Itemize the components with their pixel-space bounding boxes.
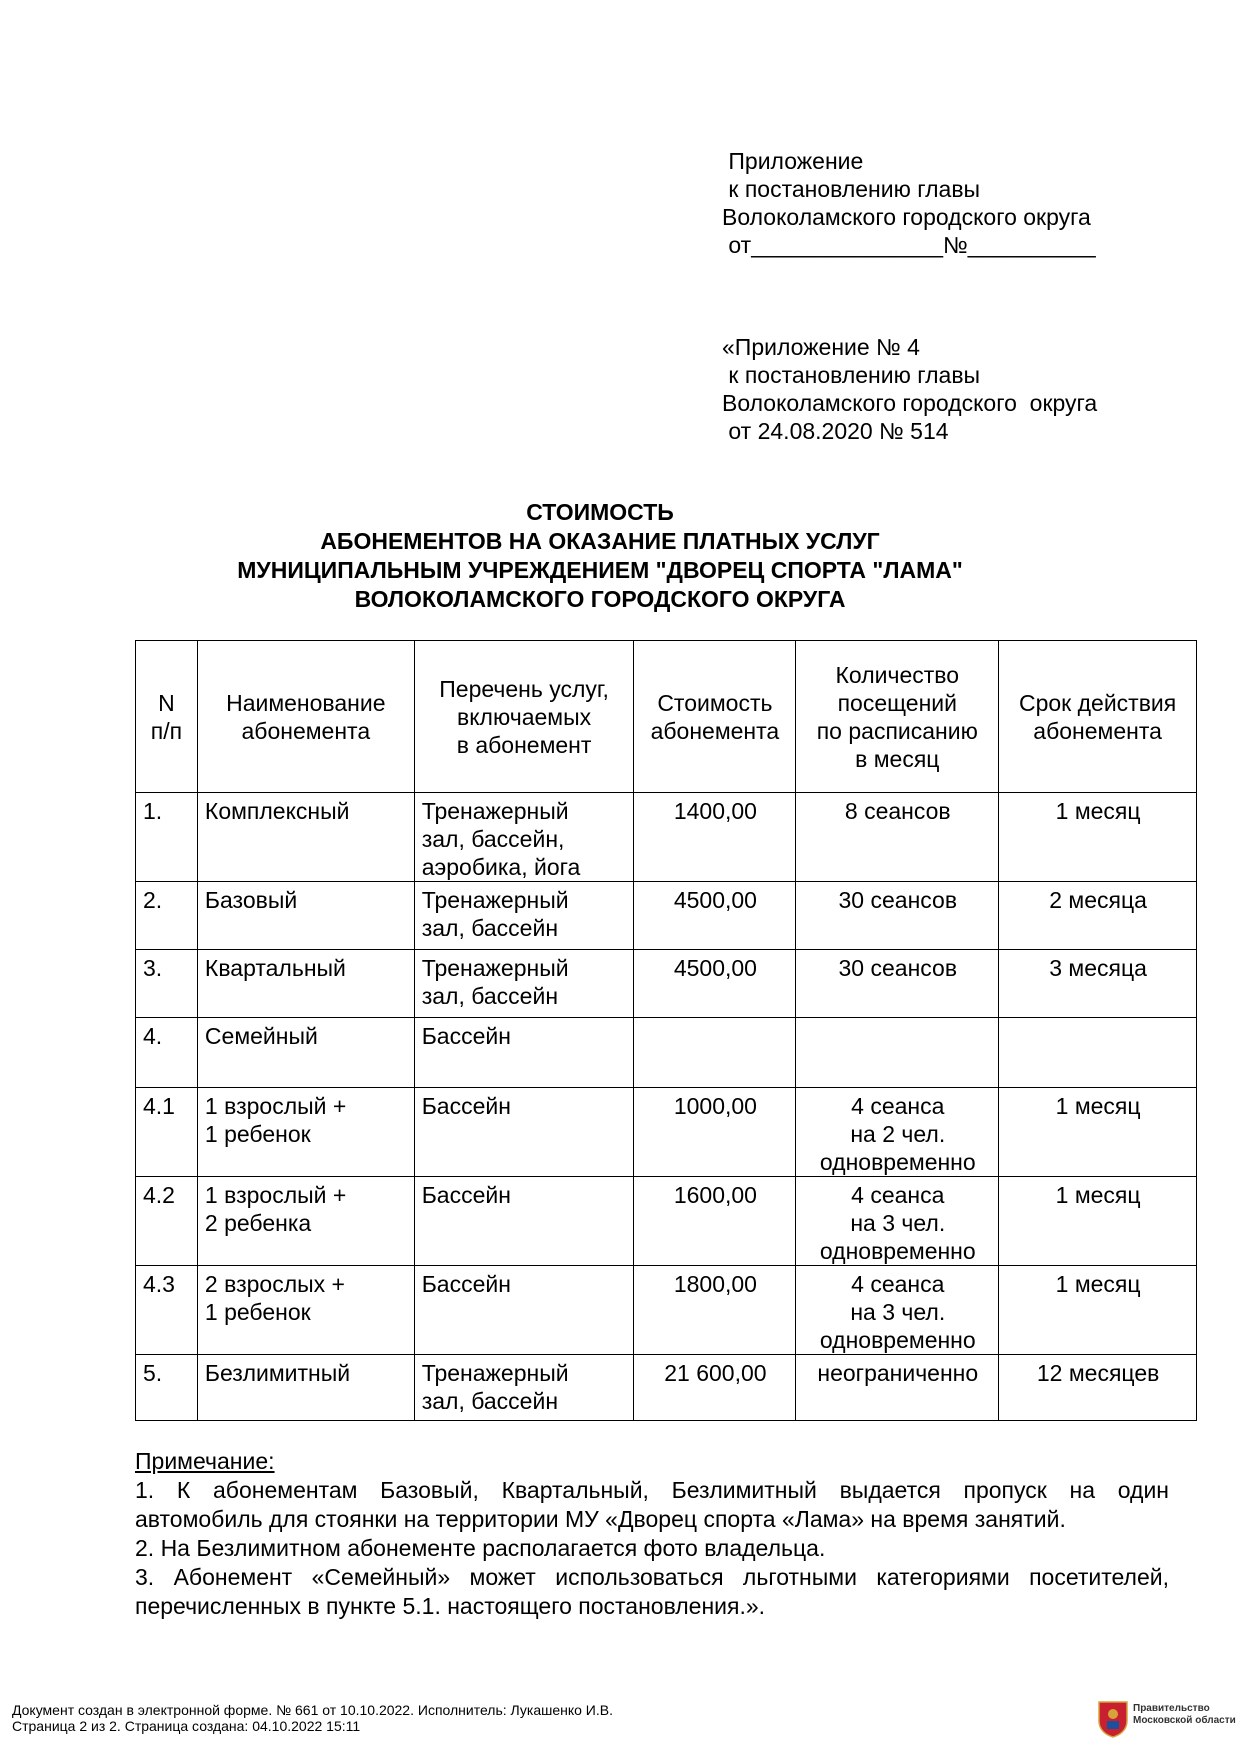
cell-name [197,1088,414,1177]
cell-visits [796,793,999,882]
header-visits-line: Количество [835,661,960,688]
cell-visits-line: на 2 чел. [850,1121,946,1147]
header-name [197,641,414,793]
cell-number: 4.2 [136,1177,198,1266]
government-logo-text [1133,1703,1236,1727]
header-visits-line: посещений [837,689,957,716]
header-services [414,641,634,793]
cell-term [999,1018,1197,1088]
note-line: 1. К абонементам Базовый, Квартальный, Безлимитный выдается пропуск на один [135,1477,1169,1503]
cell-services [414,1088,634,1177]
cell-name-line: Квартальный [204,955,346,981]
note-line: автомобиль для стоянки на территории МУ «Дворец спорта «Лама» на время занятий. [135,1506,1066,1532]
header-price-line: абонемента [650,717,780,744]
cell-visits-line: одновременно [819,1149,976,1175]
cell-number: 4. [136,1018,198,1088]
cell-price: 21 600,00 [634,1355,796,1421]
table-row [136,950,1197,1018]
appendix-4-line: к постановлению главы [722,362,981,388]
cell-name [197,950,414,1018]
header-visits-line: в месяц [855,745,940,772]
cell-services [414,950,634,1018]
cell-visits-line: одновременно [819,1238,976,1264]
coat-of-arms-icon [1096,1699,1130,1739]
cell-visits-line: одновременно [819,1327,976,1353]
appendix-4-line: Волоколамского городского округа [722,390,1098,416]
cell-term: 1 месяц [999,1177,1197,1266]
table-row [136,1177,1197,1266]
pricing-table [135,640,1197,1421]
table-header-row [136,641,1197,793]
appendix-reference [722,147,1096,259]
cell-term: 12 месяцев [999,1355,1197,1421]
title-line: МУНИЦИПАЛЬНЫМ УЧРЕЖДЕНИЕМ "ДВОРЕЦ СПОРТА "ЛАМА" [237,557,963,583]
header-price [634,641,796,793]
cell-services-line: зал, бассейн [421,915,559,941]
cell-services-line: аэробика, йога [421,854,581,880]
cell-number: 1. [136,793,198,882]
cell-number: 4.3 [136,1266,198,1355]
cell-name [197,1266,414,1355]
header-number-line: п/п [150,717,183,744]
cell-visits [796,1177,999,1266]
cell-price: 4500,00 [634,882,796,950]
cell-services-line: зал, бассейн [421,983,559,1009]
cell-number: 4.1 [136,1088,198,1177]
cell-services [414,1355,634,1421]
document-title [100,498,1100,614]
cell-name-line: Безлимитный [204,1360,351,1386]
cell-visits [796,882,999,950]
cell-services-line: Тренажерный [421,955,569,981]
table-row [136,793,1197,882]
cell-term: 1 месяц [999,793,1197,882]
org-line-2: Московской области [1133,1715,1236,1726]
table-row [136,882,1197,950]
cell-visits-line: неограниченно [817,1360,979,1386]
notes [135,1447,1169,1621]
cell-name [197,882,414,950]
cell-visits-line: 4 сеанса [851,1093,945,1119]
header-visits [796,641,999,793]
cell-visits [796,1355,999,1421]
cell-services-line: Тренажерный [421,798,569,824]
table-row [136,1355,1197,1421]
appendix-4-reference [722,333,1097,445]
header-term-line: абонемента [1033,717,1162,744]
table-body [136,793,1197,1421]
appendix-4-line: от 24.08.2020 № 514 [722,418,949,444]
cell-term: 2 месяца [999,882,1197,950]
cell-name [197,1018,414,1088]
cell-name-line: Семейный [204,1023,318,1049]
header-number [136,641,198,793]
cell-number: 2. [136,882,198,950]
cell-visits-line: на 3 чел. [850,1299,946,1325]
cell-name-line: Базовый [204,887,298,913]
table-row [136,1018,1197,1088]
note-line: 3. Абонемент «Семейный» может использоваться льготными категориями посетителей, [135,1564,1169,1590]
cell-services-line: Бассейн [421,1271,511,1297]
cell-services [414,793,634,882]
cell-visits [796,1266,999,1355]
cell-visits-line: 30 сеансов [838,887,958,913]
cell-visits [796,1018,999,1088]
appendix-line: Волоколамского городского округа [722,204,1091,230]
cell-name-line: 1 взрослый + [204,1093,347,1119]
cell-price: 4500,00 [634,950,796,1018]
header-term-line: Срок действия [1018,689,1177,716]
cell-services-line: зал, бассейн [421,1388,559,1414]
cell-name-line: 2 ребенка [204,1210,312,1236]
note-line: 2. На Безлимитном абонементе располагается фото владельца. [135,1535,826,1561]
header-services-line: в абонемент [456,731,592,758]
cell-number: 3. [136,950,198,1018]
header-price-line: Стоимость [657,689,773,716]
cell-services-line: Тренажерный [421,887,569,913]
cell-services-line: зал, бассейн, [421,826,565,852]
cell-price: 1800,00 [634,1266,796,1355]
cell-services-line: Тренажерный [421,1360,569,1386]
footer-line-2: Страница 2 из 2. Страница создана: 04.10.2022 15:11 [12,1718,361,1734]
org-line-1: Правительство [1133,1703,1210,1714]
cell-visits [796,1088,999,1177]
footer-line-1: Документ создан в электронной форме. № 661 от 10.10.2022. Исполнитель: Лукашенко И.В. [12,1702,613,1718]
cell-name [197,793,414,882]
cell-price: 1600,00 [634,1177,796,1266]
header-name-line: абонемента [241,717,371,744]
cell-price: 1400,00 [634,793,796,882]
header-services-line: включаемых [457,703,592,730]
header-term [999,641,1197,793]
cell-name-line: 1 взрослый + [204,1182,347,1208]
cell-services-line: Бассейн [421,1023,511,1049]
title-line: АБОНЕМЕНТОВ НА ОКАЗАНИЕ ПЛАТНЫХ УСЛУГ [320,528,880,554]
table-row [136,1088,1197,1177]
cell-name [197,1355,414,1421]
note-line: перечисленных в пункте 5.1. настоящего постановления.». [135,1593,766,1619]
cell-services [414,1018,634,1088]
cell-term: 1 месяц [999,1088,1197,1177]
cell-visits-line: 4 сеанса [851,1271,945,1297]
cell-visits-line: 8 сеансов [844,798,951,824]
footer [12,1702,613,1734]
cell-visits-line: 30 сеансов [838,955,958,981]
title-line: ВОЛОКОЛАМСКОГО ГОРОДСКОГО ОКРУГА [354,586,846,612]
cell-name-line: 1 ребенок [204,1299,311,1325]
cell-services [414,1266,634,1355]
header-visits-line: по расписанию [816,717,978,744]
cell-services [414,1177,634,1266]
cell-price: 1000,00 [634,1088,796,1177]
cell-visits-line: на 3 чел. [850,1210,946,1236]
table-row [136,1266,1197,1355]
cell-name-line: 1 ребенок [204,1121,311,1147]
cell-name-line: 2 взрослых + [204,1271,345,1297]
appendix-line: к постановлению главы [722,176,981,202]
header-number-line: N [158,689,175,716]
cell-name-line: Комплексный [204,798,350,824]
title-line: СТОИМОСТЬ [526,499,674,525]
cell-price [634,1018,796,1088]
cell-visits [796,950,999,1018]
cell-term: 1 месяц [999,1266,1197,1355]
appendix-line: от_______________№__________ [722,232,1096,258]
cell-name [197,1177,414,1266]
appendix-4-line: «Приложение № 4 [722,334,920,360]
cell-number: 5. [136,1355,198,1421]
cell-services [414,882,634,950]
header-services-line: Перечень услуг, [439,675,609,702]
cell-services-line: Бассейн [421,1093,511,1119]
notes-heading: Примечание: [135,1448,275,1474]
appendix-line: Приложение [722,148,864,174]
cell-visits-line: 4 сеанса [851,1182,945,1208]
cell-services-line: Бассейн [421,1182,511,1208]
cell-term: 3 месяца [999,950,1197,1018]
header-name-line: Наименование [226,689,386,716]
